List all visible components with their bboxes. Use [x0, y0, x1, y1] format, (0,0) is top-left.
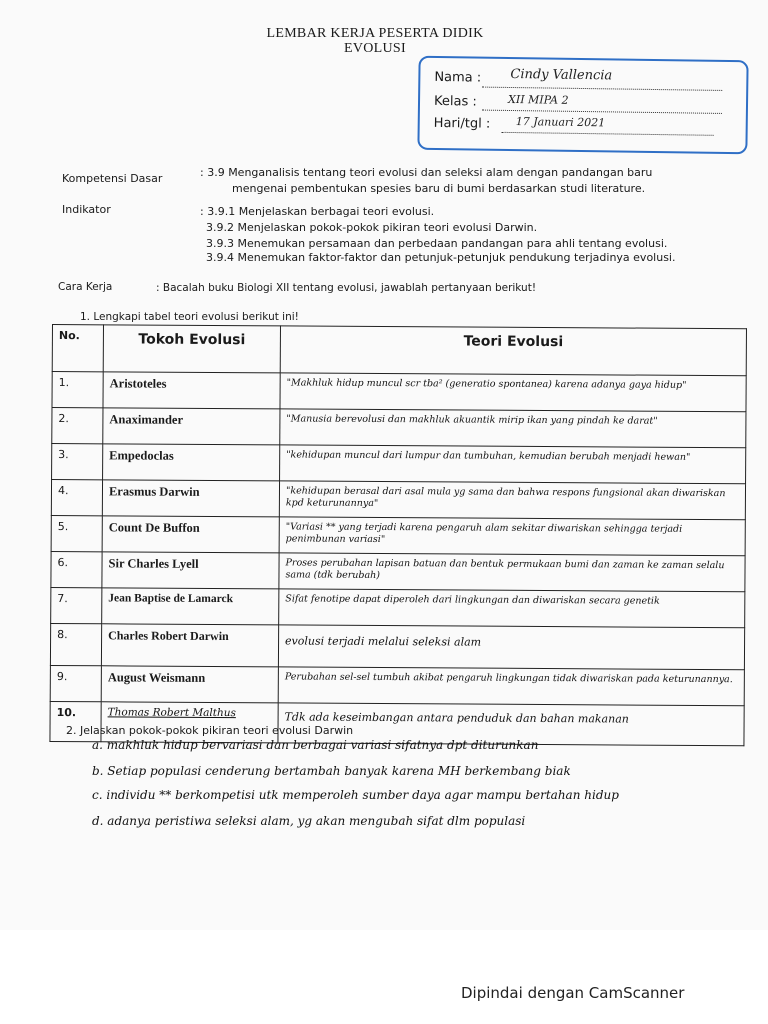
indikator-label: Indikator	[62, 203, 111, 216]
cell-tokoh: Charles Robert Darwin	[101, 624, 278, 667]
cell-tokoh: Thomas Robert Malthus	[101, 702, 278, 743]
table-row	[52, 372, 746, 412]
table-row	[51, 515, 745, 555]
cell-teori: Perubahan sel-sel tumbuh akibat pengaruh lingkungan tidak diwariskan pada keturunannya.	[278, 667, 744, 706]
answer-b: b. Setiap populasi cenderung bertambah banyak karena MH berkembang biak	[92, 764, 571, 778]
indikator-item: 3.9.2 Menjelaskan pokok-pokok pikiran teori evolusi Darwin.	[206, 221, 538, 234]
question-1: 1. Lengkapi tabel teori evolusi berikut ini!	[80, 311, 299, 323]
worksheet-title: LEMBAR KERJA PESERTA DIDIK	[266, 26, 484, 41]
cell-no: 9.	[50, 665, 101, 701]
table-row	[51, 551, 745, 591]
cell-tokoh: August Weismann	[101, 666, 278, 703]
col-header-no: No.	[52, 325, 103, 372]
cell-teori: evolusi terjadi melalui seleksi alam	[278, 625, 744, 670]
col-header-teori: Teori Evolusi	[280, 326, 746, 376]
answer-a: a. makhluk hidup bervariasi dan berbagai variasi sifatnya dpt diturunkan	[92, 738, 539, 752]
cell-tokoh: Anaximander	[103, 408, 280, 445]
cara-kerja-label: Cara Kerja	[58, 281, 113, 293]
indikator-item: : 3.9.1 Menjelaskan berbagai teori evolusi.	[200, 205, 435, 218]
cell-no: 4.	[51, 480, 102, 516]
cell-no: 6.	[51, 551, 102, 587]
nama-label: Nama :	[434, 69, 482, 86]
cell-teori: "Makhluk hidup muncul scr tba² (generatio spontanea) karena adanya gaya hidup"	[280, 373, 746, 412]
col-header-tokoh: Tokoh Evolusi	[103, 325, 280, 373]
cell-no: 7.	[51, 587, 102, 623]
nama-line	[482, 86, 722, 91]
nama-value: Cindy Vallencia	[510, 66, 613, 84]
table-row	[52, 444, 746, 484]
table-row	[50, 665, 744, 705]
cell-tokoh: Aristoteles	[103, 372, 280, 409]
cell-no: 8.	[50, 623, 101, 665]
cell-no: 2.	[52, 408, 103, 444]
cell-teori: "Manusia berevolusi dan makhluk akuantik mirip ikan yang pindah ke darat"	[280, 409, 746, 448]
cell-teori: Sifat fenotipe dapat diperoleh dari lingkungan dan diwariskan secara genetik	[279, 589, 745, 628]
kompetensi-label: Kompetensi Dasar	[62, 172, 163, 185]
answer-d: d. adanya peristiwa seleksi alam, yg akan mengubah sifat dlm populasi	[92, 814, 526, 828]
table-header-row	[52, 325, 746, 376]
camscanner-footer: Dipindai dengan CamScanner	[461, 984, 685, 1002]
kelas-value: XII MIPA 2	[507, 92, 569, 107]
kelas-label: Kelas :	[433, 93, 477, 110]
cell-tokoh: Count De Buffon	[102, 516, 279, 553]
tgl-value: 17 Januari 2021	[515, 115, 606, 130]
table-row	[52, 408, 746, 448]
worksheet-subtitle: EVOLUSI	[344, 41, 406, 56]
cell-teori: "kehidupan muncul dari lumpur dan tumbuhan, kemudian berubah menjadi hewan"	[280, 445, 746, 484]
cell-teori: Proses perubahan lapisan batuan dan bentuk permukaan bumi dan zaman ke zaman selalu sama (tdk berubah)	[279, 553, 745, 592]
kompetensi-line2: mengenai pembentukan spesies baru di bumi berdasarkan studi literature.	[232, 182, 646, 195]
tgl-line	[502, 131, 714, 136]
cell-tokoh: Erasmus Darwin	[102, 480, 279, 517]
kompetensi-line1: : 3.9 Menganalisis tentang teori evolusi dan seleksi alam dengan pandangan baru	[200, 166, 653, 179]
table-row	[50, 623, 744, 669]
identity-box	[417, 56, 748, 155]
cell-teori: "kehidupan berasal dari asal mula yg sama dan bahwa respons fungsional akan diwariskan kpd keturunannya"	[279, 481, 745, 520]
table-row	[51, 480, 745, 520]
cell-tokoh: Jean Baptise de Lamarck	[102, 588, 279, 625]
table-row	[51, 587, 745, 627]
tgl-label: Hari/tgl :	[433, 115, 491, 132]
kelas-line	[482, 109, 722, 114]
indikator-item: 3.9.3 Menemukan persamaan dan perbedaan pandangan para ahli tentang evolusi.	[206, 237, 668, 250]
evolution-theory-table	[49, 324, 747, 746]
cell-tokoh: Empedoclas	[103, 444, 280, 481]
cell-no: 3.	[52, 444, 103, 480]
cell-tokoh: Sir Charles Lyell	[102, 552, 279, 589]
cell-teori: Tdk ada keseimbangan antara penduduk dan bahan makanan	[278, 703, 744, 746]
question-2: 2. Jelaskan pokok-pokok pikiran teori evolusi Darwin	[66, 724, 354, 737]
answer-c: c. individu ** berkompetisi utk memperoleh sumber daya agar mampu bertahan hidup	[92, 788, 619, 802]
cell-teori: "Variasi ** yang terjadi karena pengaruh alam sekitar diwariskan sehingga terjadi penimbunan variasi"	[279, 517, 745, 556]
cara-kerja-text: : Bacalah buku Biologi XII tentang evolusi, jawablah pertanyaan berikut!	[156, 282, 537, 294]
indikator-item: 3.9.4 Menemukan faktor-faktor dan petunjuk-petunjuk pendukung terjadinya evolusi.	[206, 251, 676, 264]
cell-no: 10.	[50, 701, 101, 741]
cell-no: 5.	[51, 515, 102, 551]
cell-no: 1.	[52, 372, 103, 408]
